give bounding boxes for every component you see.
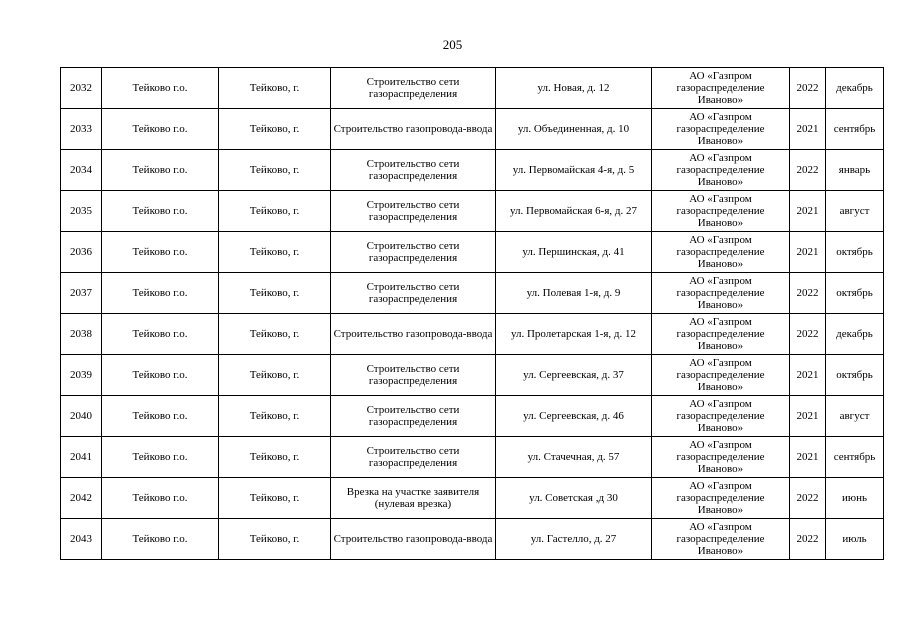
table-body xyxy=(61,68,884,560)
municipality-cell: Тейково г.о. xyxy=(102,355,219,396)
organization-cell: АО «Газпром газораспределение Иваново» xyxy=(652,437,790,478)
address-cell: ул. Сергеевская, д. 46 xyxy=(496,396,652,437)
work-type-cell: Строительство газопровода-ввода xyxy=(331,109,496,150)
row-number-cell: 2040 xyxy=(61,396,102,437)
month-cell: сентябрь xyxy=(826,109,884,150)
organization-cell: АО «Газпром газораспределение Иваново» xyxy=(652,396,790,437)
municipality-cell: Тейково г.о. xyxy=(102,519,219,560)
work-type-cell: Строительство газопровода-ввода xyxy=(331,314,496,355)
table-row xyxy=(61,150,884,191)
municipality-cell: Тейково г.о. xyxy=(102,191,219,232)
organization-cell: АО «Газпром газораспределение Иваново» xyxy=(652,191,790,232)
row-number-cell: 2033 xyxy=(61,109,102,150)
organization-cell: АО «Газпром газораспределение Иваново» xyxy=(652,478,790,519)
city-cell: Тейково, г. xyxy=(219,478,331,519)
year-cell: 2022 xyxy=(790,519,826,560)
month-cell: декабрь xyxy=(826,68,884,109)
table-row xyxy=(61,273,884,314)
municipality-cell: Тейково г.о. xyxy=(102,396,219,437)
municipality-cell: Тейково г.о. xyxy=(102,478,219,519)
year-cell: 2021 xyxy=(790,109,826,150)
organization-cell: АО «Газпром газораспределение Иваново» xyxy=(652,68,790,109)
address-cell: ул. Пролетарская 1-я, д. 12 xyxy=(496,314,652,355)
year-cell: 2022 xyxy=(790,478,826,519)
row-number-cell: 2037 xyxy=(61,273,102,314)
month-cell: июль xyxy=(826,519,884,560)
work-type-cell: Строительство сети газораспределения xyxy=(331,273,496,314)
row-number-cell: 2039 xyxy=(61,355,102,396)
table-row xyxy=(61,519,884,560)
work-type-cell: Строительство сети газораспределения xyxy=(331,68,496,109)
work-type-cell: Строительство газопровода-ввода xyxy=(331,519,496,560)
city-cell: Тейково, г. xyxy=(219,68,331,109)
page-number: 205 xyxy=(442,37,463,52)
month-cell: август xyxy=(826,191,884,232)
table-row xyxy=(61,478,884,519)
organization-cell: АО «Газпром газораспределение Иваново» xyxy=(652,273,790,314)
city-cell: Тейково, г. xyxy=(219,150,331,191)
table-row xyxy=(61,314,884,355)
address-cell: ул. Объединенная, д. 10 xyxy=(496,109,652,150)
municipality-cell: Тейково г.о. xyxy=(102,150,219,191)
work-type-cell: Врезка на участке заявителя (нулевая врезка) xyxy=(331,478,496,519)
city-cell: Тейково, г. xyxy=(219,519,331,560)
month-cell: октябрь xyxy=(826,273,884,314)
row-number-cell: 2042 xyxy=(61,478,102,519)
table-row xyxy=(61,109,884,150)
year-cell: 2021 xyxy=(790,355,826,396)
year-cell: 2021 xyxy=(790,437,826,478)
year-cell: 2022 xyxy=(790,314,826,355)
address-cell: ул. Советская ,д 30 xyxy=(496,478,652,519)
municipality-cell: Тейково г.о. xyxy=(102,437,219,478)
organization-cell: АО «Газпром газораспределение Иваново» xyxy=(652,519,790,560)
year-cell: 2021 xyxy=(790,191,826,232)
city-cell: Тейково, г. xyxy=(219,191,331,232)
gasification-table xyxy=(60,67,884,560)
organization-cell: АО «Газпром газораспределение Иваново» xyxy=(652,150,790,191)
address-cell: ул. Першинская, д. 41 xyxy=(496,232,652,273)
month-cell: октябрь xyxy=(826,232,884,273)
address-cell: ул. Гастелло, д. 27 xyxy=(496,519,652,560)
city-cell: Тейково, г. xyxy=(219,437,331,478)
work-type-cell: Строительство сети газораспределения xyxy=(331,355,496,396)
municipality-cell: Тейково г.о. xyxy=(102,109,219,150)
month-cell: октябрь xyxy=(826,355,884,396)
year-cell: 2021 xyxy=(790,396,826,437)
municipality-cell: Тейково г.о. xyxy=(102,314,219,355)
year-cell: 2022 xyxy=(790,68,826,109)
year-cell: 2022 xyxy=(790,150,826,191)
month-cell: декабрь xyxy=(826,314,884,355)
city-cell: Тейково, г. xyxy=(219,355,331,396)
city-cell: Тейково, г. xyxy=(219,232,331,273)
row-number-cell: 2032 xyxy=(61,68,102,109)
month-cell: август xyxy=(826,396,884,437)
table-row xyxy=(61,191,884,232)
address-cell: ул. Новая, д. 12 xyxy=(496,68,652,109)
organization-cell: АО «Газпром газораспределение Иваново» xyxy=(652,109,790,150)
row-number-cell: 2035 xyxy=(61,191,102,232)
work-type-cell: Строительство сети газораспределения xyxy=(331,150,496,191)
organization-cell: АО «Газпром газораспределение Иваново» xyxy=(652,355,790,396)
address-cell: ул. Стачечная, д. 57 xyxy=(496,437,652,478)
city-cell: Тейково, г. xyxy=(219,109,331,150)
municipality-cell: Тейково г.о. xyxy=(102,232,219,273)
year-cell: 2021 xyxy=(790,232,826,273)
work-type-cell: Строительство сети газораспределения xyxy=(331,396,496,437)
city-cell: Тейково, г. xyxy=(219,273,331,314)
municipality-cell: Тейково г.о. xyxy=(102,68,219,109)
work-type-cell: Строительство сети газораспределения xyxy=(331,232,496,273)
row-number-cell: 2043 xyxy=(61,519,102,560)
address-cell: ул. Полевая 1-я, д. 9 xyxy=(496,273,652,314)
address-cell: ул. Первомайская 6-я, д. 27 xyxy=(496,191,652,232)
address-cell: ул. Первомайская 4-я, д. 5 xyxy=(496,150,652,191)
table-row xyxy=(61,437,884,478)
address-cell: ул. Сергеевская, д. 37 xyxy=(496,355,652,396)
organization-cell: АО «Газпром газораспределение Иваново» xyxy=(652,314,790,355)
organization-cell: АО «Газпром газораспределение Иваново» xyxy=(652,232,790,273)
work-type-cell: Строительство сети газораспределения xyxy=(331,191,496,232)
month-cell: июнь xyxy=(826,478,884,519)
row-number-cell: 2036 xyxy=(61,232,102,273)
row-number-cell: 2041 xyxy=(61,437,102,478)
table-row xyxy=(61,355,884,396)
city-cell: Тейково, г. xyxy=(219,314,331,355)
row-number-cell: 2034 xyxy=(61,150,102,191)
row-number-cell: 2038 xyxy=(61,314,102,355)
month-cell: сентябрь xyxy=(826,437,884,478)
municipality-cell: Тейково г.о. xyxy=(102,273,219,314)
city-cell: Тейково, г. xyxy=(219,396,331,437)
year-cell: 2022 xyxy=(790,273,826,314)
table-row xyxy=(61,68,884,109)
month-cell: январь xyxy=(826,150,884,191)
table-row xyxy=(61,232,884,273)
table-row xyxy=(61,396,884,437)
work-type-cell: Строительство сети газораспределения xyxy=(331,437,496,478)
